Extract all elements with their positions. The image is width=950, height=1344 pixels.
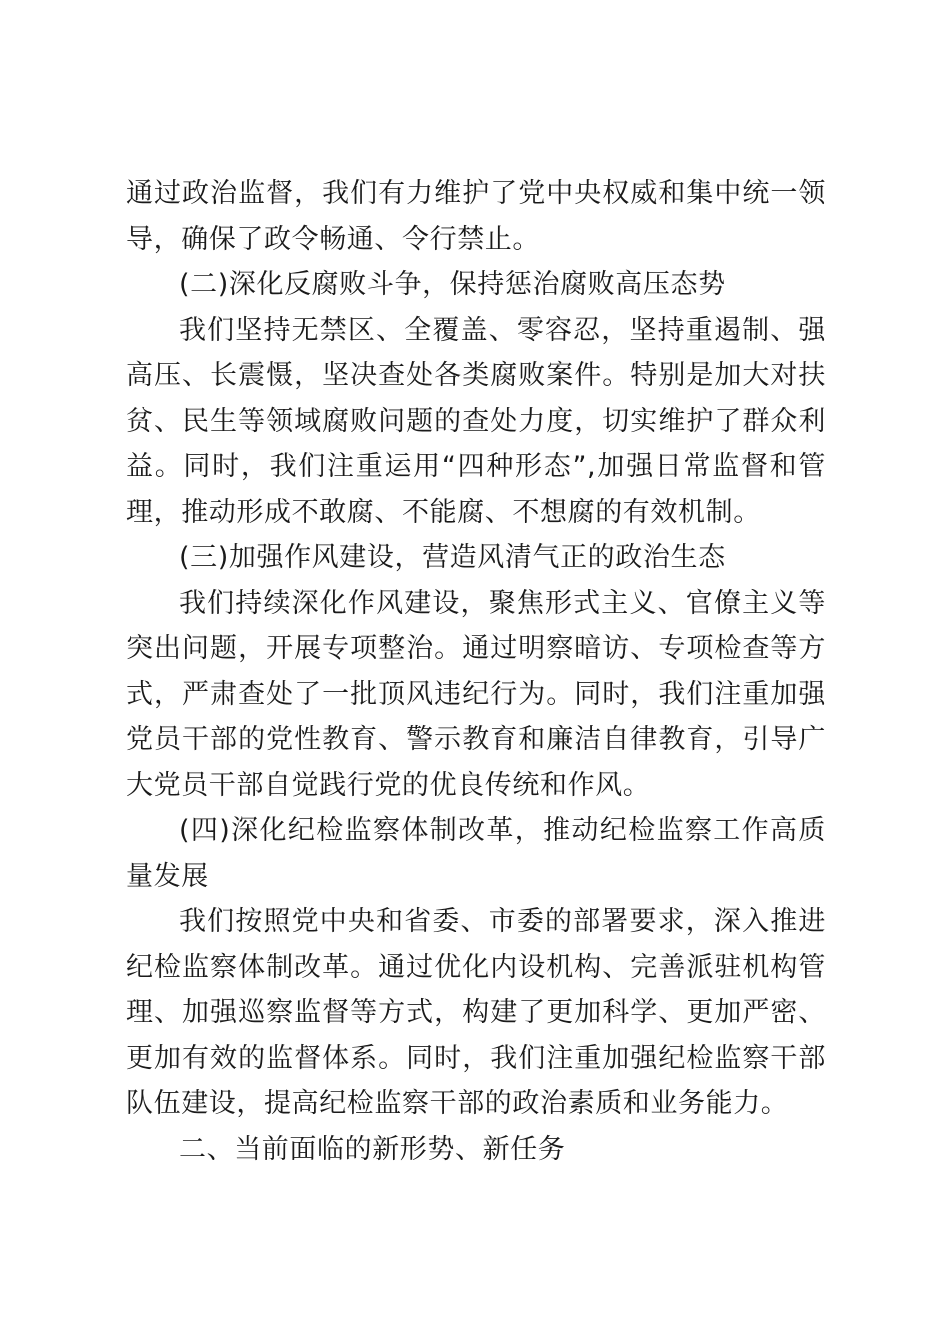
document-body (126, 171, 826, 1172)
chapter-heading: 二、当前面临的新形势、新任务 (179, 1133, 566, 1165)
body-paragraph: 我们坚持无禁区、全覆盖、零容忍，坚持重遏制、强高压、长震慑，坚决查处各类腐败案件。特别是加大对扶贫、民生等领域腐败问题的查处力度，切实维护了群众利益。同时，我们注重运用“四种形态”,加强日常监督和管理，推动形成不敢腐、不能腐、不想腐的有效机制。 (126, 314, 826, 528)
body-paragraph: 我们持续深化作风建设，聚焦形式主义、官僚主义等突出问题，开展专项整治。通过明察暗访、专项检查等方式，严肃查处了一批顶风违纪行为。同时，我们注重加强党员干部的党性教育、警示教育和廉洁自律教育，引导广大党员干部自觉践行党的优良传统和作风。 (126, 587, 826, 801)
section-heading: (三)加强作风建设，营造风清气正的政治生态 (179, 542, 726, 573)
section-heading: (四)深化纪检监察体制改革，推动纪检监察工作高质量发展 (126, 815, 826, 892)
body-paragraph: 通过政治监督，我们有力维护了党中央权威和集中统一领导，确保了政令畅通、令行禁止。 (126, 178, 826, 255)
section-heading: (二)深化反腐败斗争，保持惩治腐败高压态势 (179, 269, 726, 300)
body-paragraph: 我们按照党中央和省委、市委的部署要求，深入推进纪检监察体制改革。通过优化内设机构、完善派驻机构管理、加强巡察监督等方式，构建了更加科学、更加严密、更加有效的监督体系。同时，我们注重加强纪检监察干部队伍建设，提高纪检监察干部的政治素质和业务能力。 (126, 906, 826, 1119)
